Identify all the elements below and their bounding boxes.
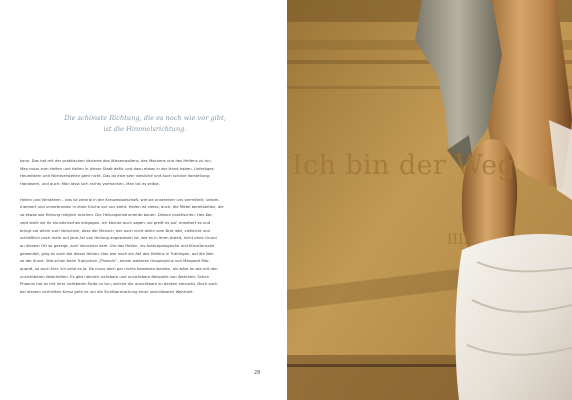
- text-line: an diesem Ort so gezeigt, zum Vorschein kam. Um das Heilen, ins Anthropologische und Künstlerische: [20, 242, 215, 248]
- text-line: bringt vor allem zum Vorschein, dass der Mensch, der auch nicht allein vom Brot lebt, vielleicht und: [20, 227, 210, 233]
- text-line: bei diesem verhüllten Kreuz geht es um die Sichtbarmachung einer unsichtbaren Wahrheit.: [20, 289, 194, 294]
- text-line: gewendet, ging es auch bei dieser Aktion: Das war noch ein Akt des Heilens in Tuttlingen, auf die Wei-: [20, 250, 215, 256]
- wall-roman-numeral: IIII: [447, 232, 470, 248]
- text-line: Phoenix hat es mit ihrer sichtbaren Seite zu tun; welche die unsichtbare zu deuten versucht. Doch auch: [20, 281, 218, 287]
- quote-line-1: Die schönste Richtung, die es noch wie vor gibt,: [64, 114, 226, 122]
- text-line: Heilen und Verstehen – das ist zentral in der Kreuzesbotschaft, wie sie unsereiner uns vermittelt; unkom-: [20, 196, 220, 202]
- text-line: mentiert und unverbunden in einer Kirche vor uns steht. Heilen ist vieles, auch: die Mittel bereitstellen, die: [20, 204, 224, 210]
- body-text: [20, 157, 266, 296]
- right-page-photo: [287, 0, 572, 400]
- text-line: unsichtbaren Wahrheiten. Es gibt nämlich sichtbare und unsichtbare Beispiele von Wahrheit. Schon: [20, 273, 209, 279]
- text-line: Heumittern und Nichtverstehen geht nicht. Das ist eine sehr diesliche und auch schöne Vorstellung:: [20, 173, 211, 179]
- text-line: Man muss zum Helfen und Heilen in dieser Stadt dafür und dazu etwas in der Hand haben. Unfertiges: [20, 165, 214, 171]
- text-line: quardt, so auch hier. Ich sehe es ja. Da muss doch gar nichts bewiesen werden, als wäre es wie mit den: [20, 265, 218, 271]
- text-line: so etwas wie Heilung möglich machen. Die Heilungsinstrumente bauen. Diesen praktischen. Heil-Kor-: [20, 212, 213, 218]
- text-line: Handwerk, und auch: Man lässt sich nichts vormachen. Man tut es selbst.: [20, 181, 160, 187]
- white-wrapping: [455, 234, 572, 400]
- paragraph-gap: [20, 188, 266, 196]
- text-line: se der Kunst. Wie schon beim Triptychon „Phoenix“, einem weiteren Hauptzyklus von Margaret Mar-: [20, 258, 210, 264]
- wall-engraving: Ich bin der Weg: [292, 150, 516, 181]
- pull-quote: [20, 113, 270, 135]
- quote-line-2: ist die Himmelsrichtung.: [103, 125, 187, 133]
- text-line: kann. Das hat mit der praktischen Variante des Wissenwollens, des Machens und des Helfens zu tun.: [20, 158, 212, 163]
- sculpture-photo: [287, 0, 572, 400]
- page-number: 28: [254, 370, 261, 376]
- text-line: schließlich noch mehr auf jene Art von Heilung angewiesen ist, wie es in ihren Arbeit, nicht ohne Grund: [20, 235, 217, 241]
- text-line: zept stellt sie ihr künstlerisches entgegen. Ich könnte auch sagen: sie greift es auf, erweitert es und: [20, 219, 211, 225]
